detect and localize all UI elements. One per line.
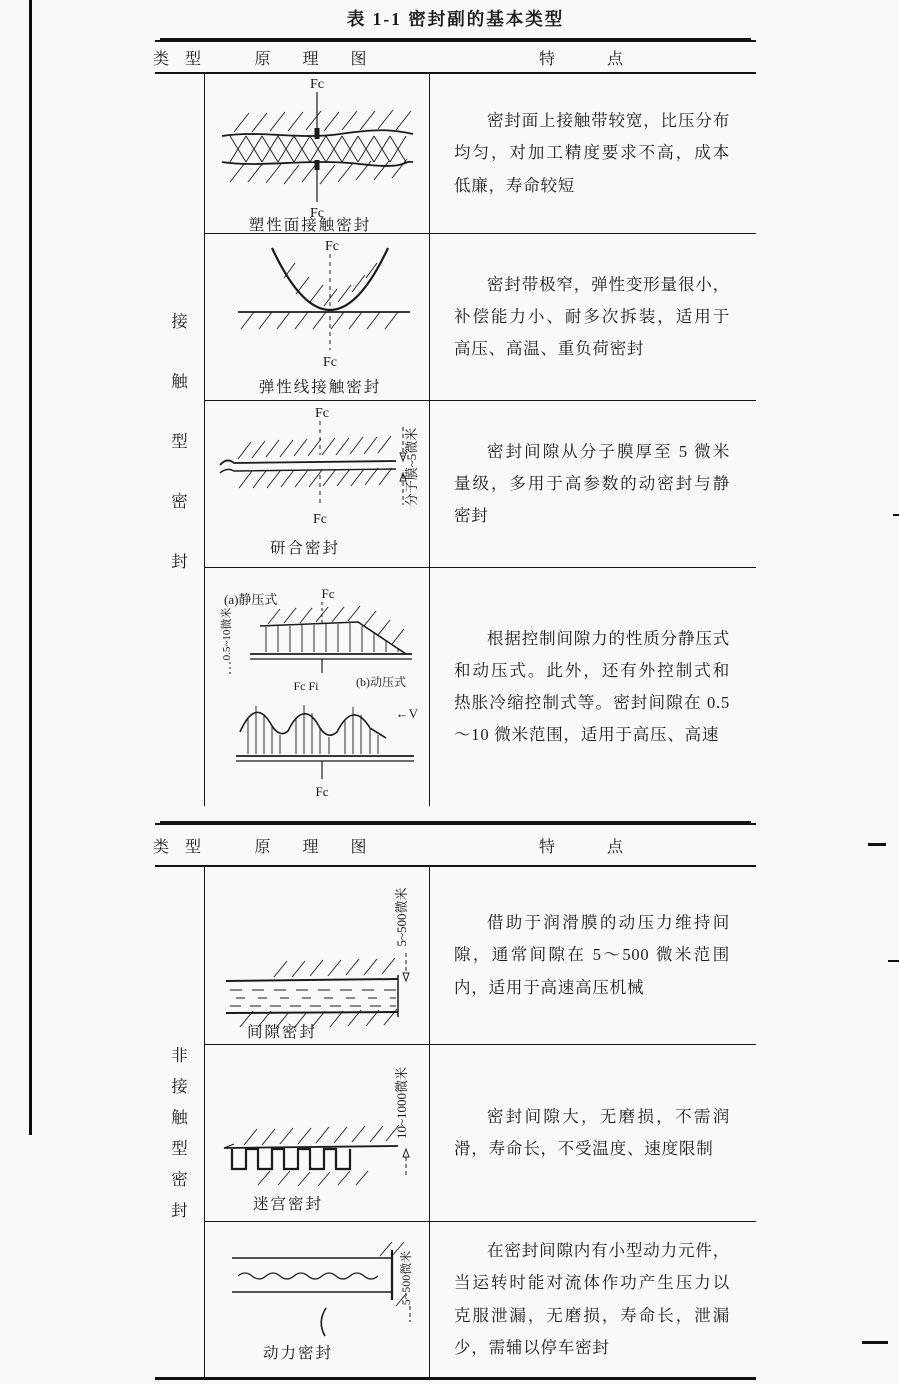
dimension-label: 0.5~10微米 <box>221 607 233 661</box>
force-label: Fc <box>313 512 327 527</box>
feature-text: 根据控制间隙力的性质分静压式和动压式。此外，还有外控制式和热胀冷缩控制式等。密封间隙在 0.5～10 微米范围，适用于高压、高速 <box>454 628 730 745</box>
col-header-feature: 特 点 <box>538 838 647 856</box>
diagram-dynamic-seal <box>205 1222 430 1377</box>
dimension-label: 5~500微米 <box>399 1250 413 1306</box>
diagram-labyrinth-seal <box>205 1045 430 1222</box>
table1-header <box>155 40 756 74</box>
category-noncontact-seal <box>155 867 205 1377</box>
category-char: 非 <box>171 1046 188 1065</box>
diagram-lapped-seal <box>205 401 430 568</box>
feature-cell <box>430 234 756 401</box>
dimension-label: 5~500微米 <box>394 887 409 947</box>
diagram-label: 研合密封 <box>269 540 341 557</box>
feature-cell <box>430 867 756 1045</box>
category-char: 触 <box>171 1108 188 1127</box>
col-header-type: 类 型 <box>153 838 208 856</box>
force-label: Fc <box>315 406 329 421</box>
force-label: Fc <box>325 239 339 254</box>
feature-cell <box>430 74 756 234</box>
dimension-label: 10~1000微米 <box>394 1066 409 1140</box>
scan-artifact-tick <box>862 1341 888 1344</box>
feature-text: 密封面上接触带较宽，比压分布均匀，对加工精度要求不高，成本低廉，寿命较短 <box>454 111 730 195</box>
feature-text: 密封带极窄，弹性变形量很小，补偿能力小、耐多次拆装，适用于高压、高温、重负荷密封 <box>454 274 730 359</box>
table-content <box>155 6 756 1380</box>
feature-text: 借助于润滑膜的动压力维持间隙，通常间隙在 5～500 微米范围内，适用于高速高压机械 <box>454 913 730 997</box>
category-char: 接 <box>171 312 188 331</box>
velocity-label: ←V <box>395 706 418 721</box>
page-title: 表 1-1 密封副的基本类型 <box>346 9 565 29</box>
diagram-pressure-controlled-seal <box>205 568 430 806</box>
feature-text: 在密封间隙内有小型动力元件，当运转时能对流体作功产生压力以克服泄漏，无磨损，寿命长，泄漏少，需辅以停车密封 <box>454 1241 730 1357</box>
scan-artifact-tick <box>893 514 899 516</box>
col-header-diagram: 原 理 图 <box>254 838 381 856</box>
scan-artifact-tick <box>888 960 899 962</box>
diagram-label: 动力密封 <box>262 1345 334 1362</box>
force-label: Fc <box>323 355 337 370</box>
diagram-clearance-seal <box>205 867 430 1045</box>
category-char: 密 <box>171 1170 188 1189</box>
col-header-diagram: 原 理 图 <box>254 50 381 68</box>
diagram-label: 迷宫密封 <box>252 1196 324 1213</box>
diagram-label: 间隙密封 <box>246 1024 318 1041</box>
feature-cell <box>430 568 756 806</box>
sub-label-dynamic: (b)动压式 <box>356 675 406 689</box>
force-label: Fc <box>310 206 324 221</box>
feature-text: 密封间隙大，无磨损，不需润滑，寿命长，不受温度、速度限制 <box>454 1106 730 1158</box>
feature-cell <box>430 401 756 568</box>
diagram-elastic-line-seal <box>205 234 430 401</box>
dimension-label: 分子膜~5微米 <box>404 427 419 507</box>
feature-cell <box>430 1222 756 1377</box>
diagram-plastic-surface-seal <box>205 74 430 234</box>
feature-text: 密封间隙从分子膜厚至 5 微米量级，多用于高参数的动密封与静密封 <box>454 441 730 526</box>
table-noncontact-seals <box>155 823 756 1380</box>
category-char: 封 <box>171 1201 188 1220</box>
category-char: 型 <box>171 1139 188 1158</box>
table2-body <box>155 867 756 1377</box>
diagram-label: 弹性线接触密封 <box>258 379 382 396</box>
scan-artifact-left-line <box>29 0 32 1135</box>
force-label: Fc <box>321 586 335 601</box>
diagram-label: 塑性面接触密封 <box>248 217 372 232</box>
category-char: 型 <box>171 432 188 451</box>
category-char: 密 <box>171 492 188 511</box>
scan-artifact-tick <box>868 843 886 846</box>
force-label: Fc Fi <box>293 679 319 693</box>
force-label: Fc <box>315 784 329 799</box>
sub-label-static: (a)静压式 <box>224 592 278 607</box>
category-char: 封 <box>171 552 188 571</box>
category-char: 触 <box>171 372 188 391</box>
category-char: 接 <box>171 1077 188 1096</box>
table1-body <box>155 74 756 806</box>
table-contact-seals <box>155 40 756 806</box>
force-label: Fc <box>310 77 324 92</box>
col-header-feature: 特 点 <box>538 50 647 68</box>
col-header-type: 类 型 <box>153 50 208 68</box>
table2-header <box>155 823 756 867</box>
category-contact-seal <box>155 74 205 806</box>
table-gap <box>155 806 756 816</box>
feature-cell <box>430 1045 756 1222</box>
